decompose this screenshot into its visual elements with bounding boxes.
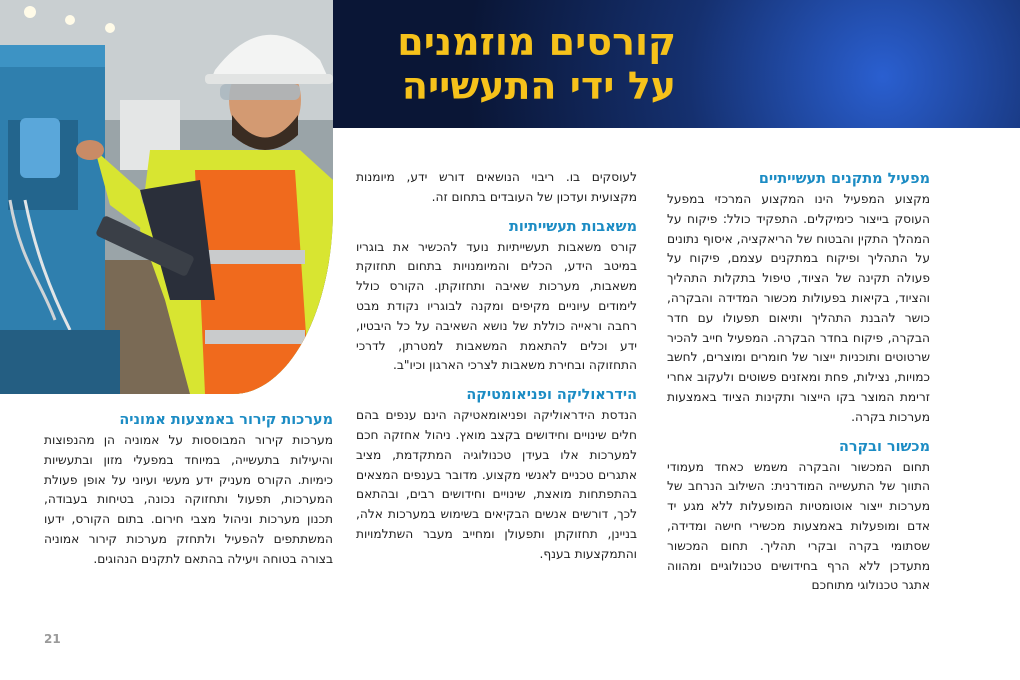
heading-refrigeration: מערכות קירור באמצעות אמוניה: [119, 412, 333, 428]
heading-hydraulics: הידראוליקה ופניאומטיקה: [466, 387, 637, 404]
column-right: [667, 168, 930, 596]
heading-instrumentation: מכשור ובקרה: [839, 438, 930, 455]
page-number: 21: [44, 632, 61, 646]
heading-operator: מפעיל מתקנים תעשייתיים: [758, 171, 930, 187]
body-operator: מקצוע המפעיל הינו המקצוע המרכזי במפעל העוסק בייצור כימיקלים. התפקיד כולל: פיקוח על המהלך התקין והבטוח של הריאקציה, איסוף נתונים על התהליך ופיקוח במתקנים עצמם, פיקוח על פעולה תקינה של הציוד, טיפול בתקלות התהליך והציוד, בקיאות בפעולות מכשור המדידה והבקרה, כושר להבנת התהליך ותיאום תפעולו עם חדר הבקרה, פיקוח בחדר הבקרה. המפעיל חייב להכיר שרטוטים ותוכניות ייצור של חומרים ומוצרים, לחשב כמויות, נצילות, פחת ומאזנים פשוטים ולעקוב אחרי זרימת המוצר בקו הייצור ותקינות הציוד באמצעות מערכות בקרה.: [667, 192, 930, 424]
column-middle: [356, 168, 637, 565]
body-pumps: קורס משאבות תעשייתיות נועד להכשיר את בוגריו במיטב הידע, הכלים והמיומנויות בתחום תחזוקת משאבות, מערכות שאיבה ותחזוקתן. הקורס כולל לימודים עיוניים מקיפים ומקנה לבוגריו נקודת מבט רחבה וראייה כוללת של נושא השאיבה על כל היבטיו, ידע וכלים להתאמת המשאבות למטרתן, לדרכי התחזוקה ובחירת משאבות לצרכי הארגון וכיו"ב.: [356, 239, 637, 373]
body-instrumentation-continued: לעוסקים בו. ריבוי הנושאים דורש ידע, מיומנות מקצועית ועדכון של העובדים בתחום זה.: [356, 170, 637, 204]
body-hydraulics: הנדסת הידראוליקה ופניאומאטיקה הינם ענפים בהם חלים שינויים וחידושים בקצב מואץ. ניהול אחזקה חכם למערכות אלו בעידן טכנולוגיה המתקדמת, מציב אתגרים טכניים לאנשי מקצוע. מדובר בענפים המצאים בהתפתחות מואצת, שינויים וחידושים רבים, ובהתאם לכך, דורשים אנשים הבקיאים בשימוש במערכות אלה, בניינן, תחזוקתן ותפעולן ומחייב מעבר השתלמויות והתמקצעות בענף.: [356, 408, 637, 561]
page-title-line-2: על ידי התעשייה: [401, 64, 676, 108]
body-refrigeration: מערכות קירור המבוססות על אמוניה הן מהנפוצות והיעילות בתעשייה, במיוחד במפעלי מזון ובתעשיות כימיות. הקורס מעניק ידע מעשי ועיוני על אופן פעולת המערכות, תפעול ותחזוקה נכונה, בטיחות בעבודה, תכנון מערכות וניהול מצבי חירום. בתום הקורס, ידעו המשתתפים להפעיל ולתחזק מערכות קירור אמוניה בצורה בטוחה ויעילה בהתאם לתקנים הנהוגים.: [44, 433, 333, 566]
column-left: [44, 409, 333, 570]
body-instrumentation: תחום המכשור והבקרה משמש כאחד מעמודי התווך של התעשייה המודרנית: השילוב הנרחב של מערכות ייצור אוטומטיות המופעלות ללא מגע יד אדם ומופעלות באמצעות מכשירי חישה ומדידה, שסתומי בקרה ובקרי תהליך. תחום המכשור מתעדכן ללא הרף בחידושים טכנולוגיים ומהווה אתגר טכנולוגי מתוחכם: [667, 459, 930, 593]
page-title-line-1: קורסים מוזמנים: [397, 20, 676, 64]
heading-pumps: משאבות תעשייתיות: [509, 218, 637, 235]
